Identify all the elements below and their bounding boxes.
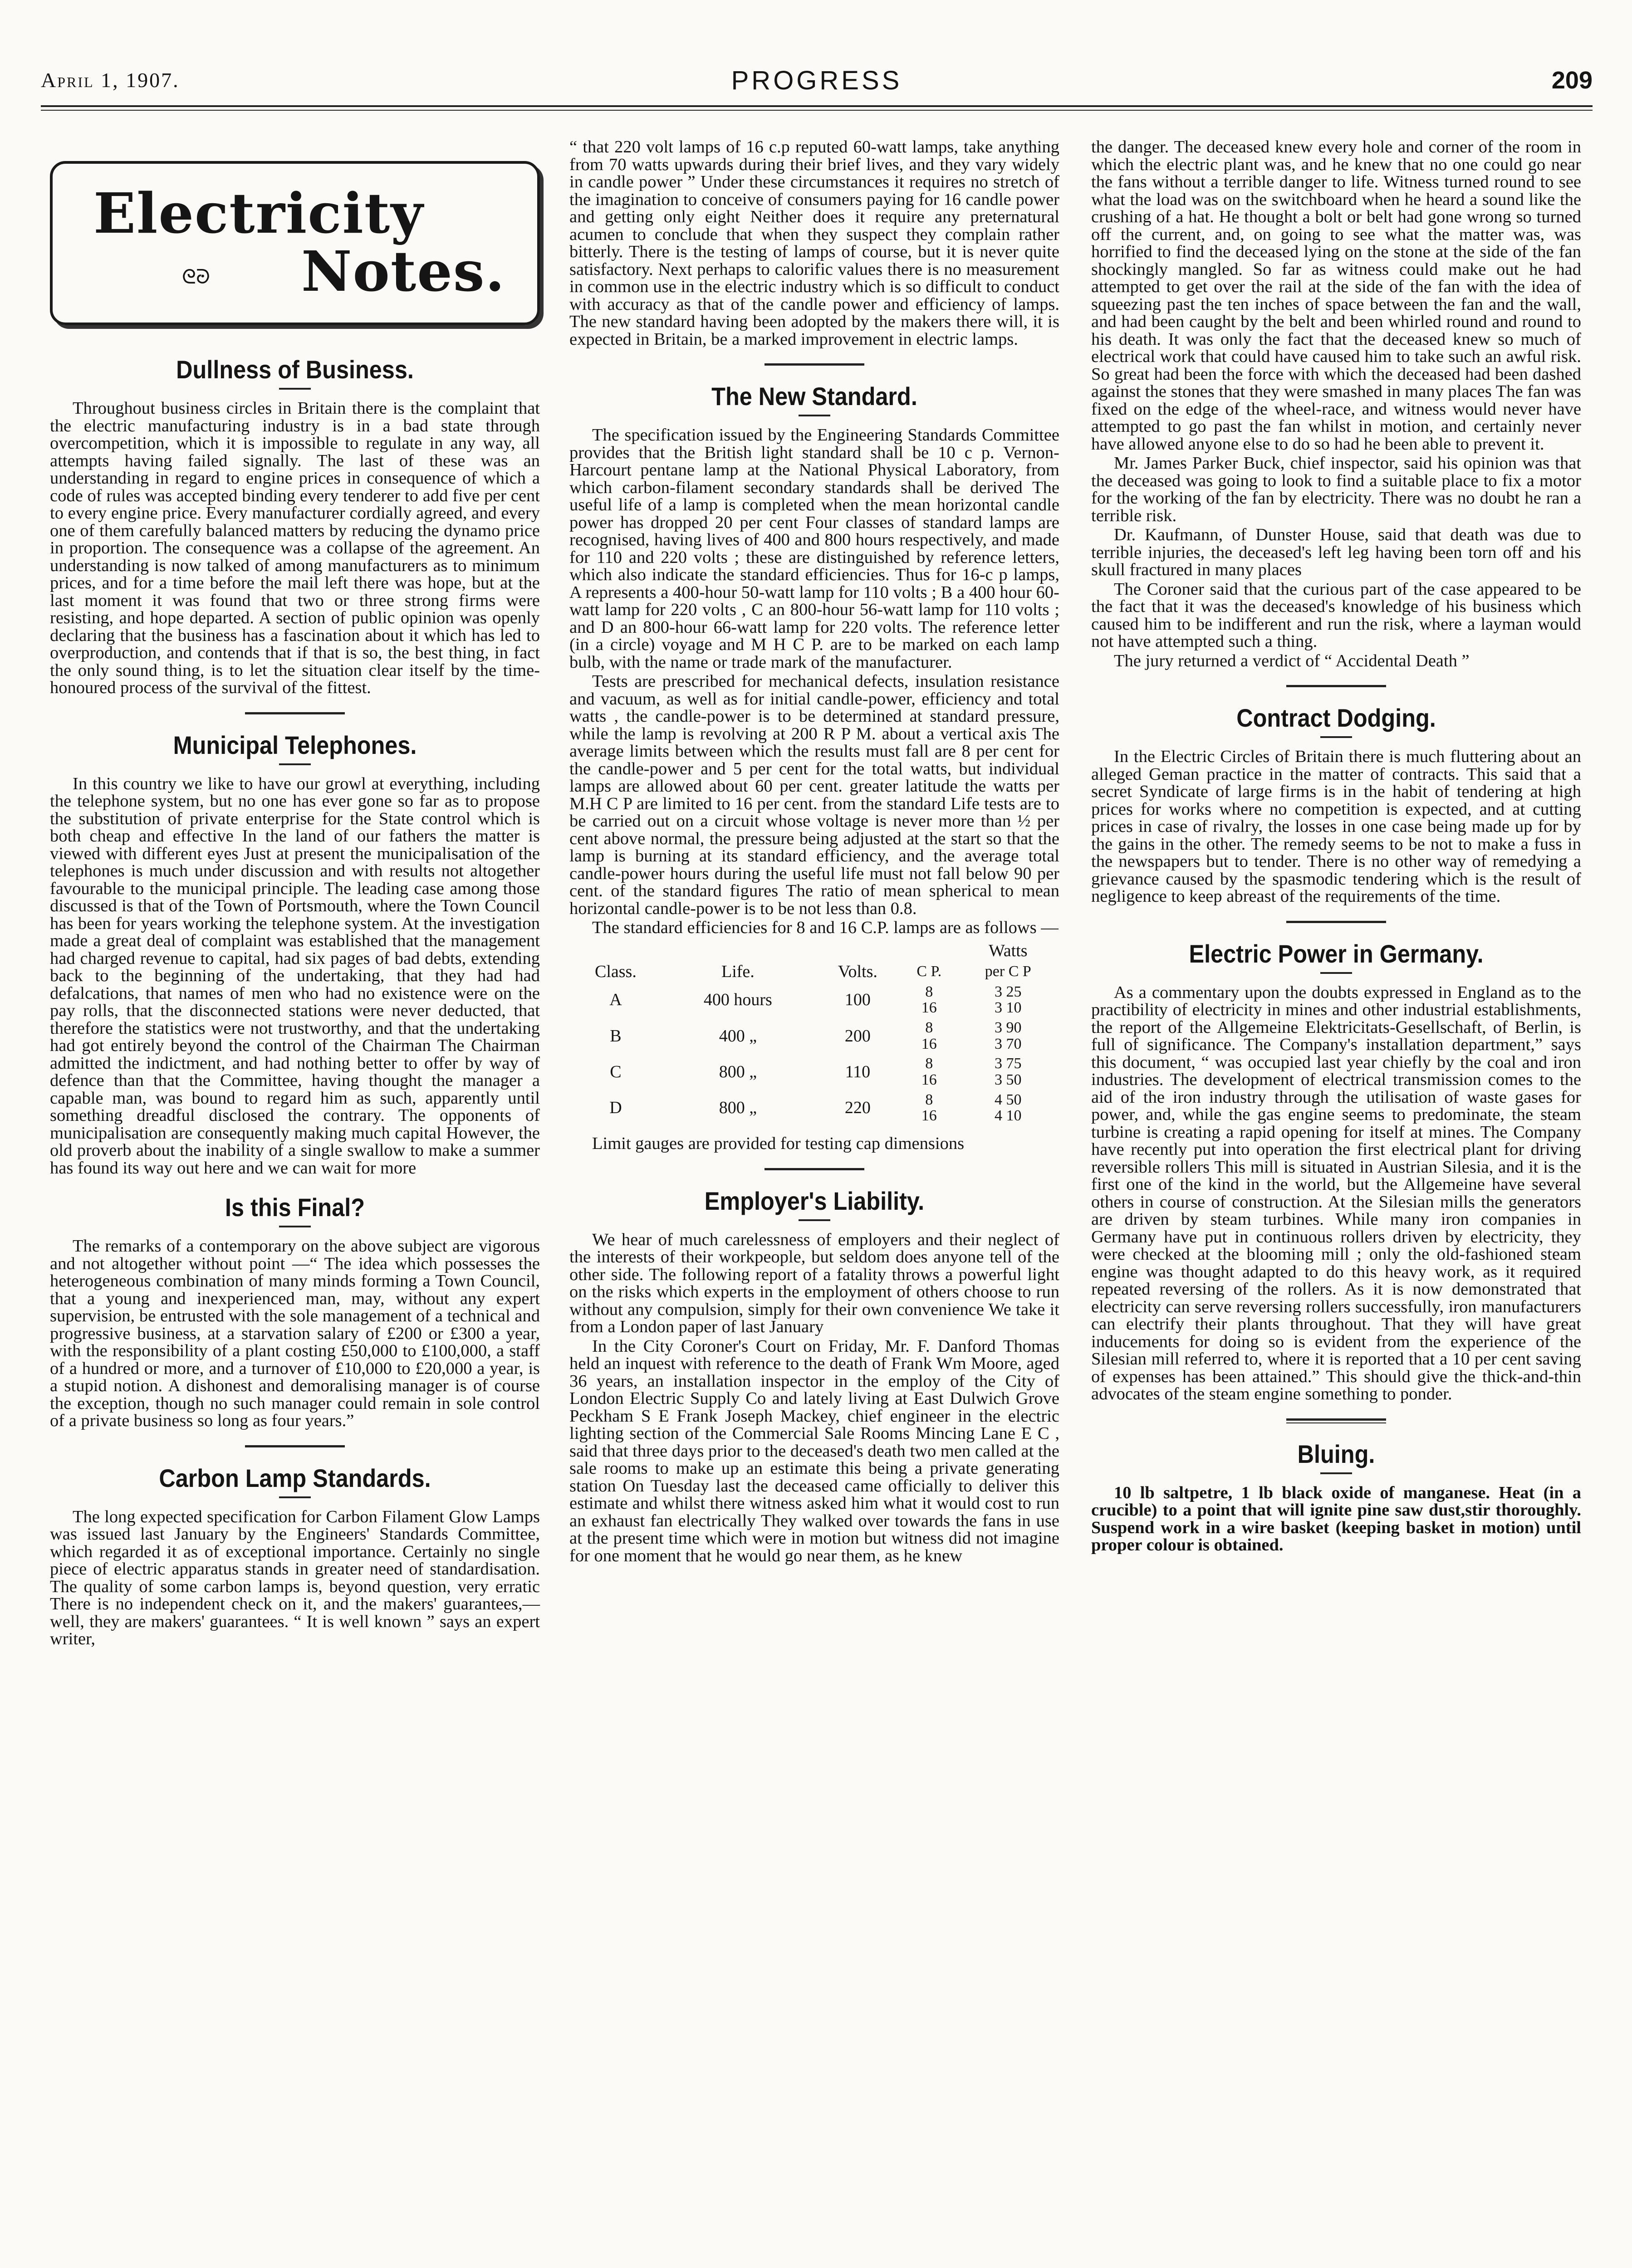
section-divider [245,1445,345,1447]
table-row [569,1054,1059,1090]
heading-carbon: Carbon Lamp Standards. [159,1463,431,1492]
dash-divider [279,1226,311,1227]
section-divider [765,363,864,366]
header-rule [41,105,1593,107]
dash-divider [279,1496,311,1498]
section-divider [245,712,345,714]
paragraph: Dr. Kaufmann, of Dunster House, said that death was due to terrible injuries, the deceased's left leg having been torn off and his skull fractured in many places [1091,525,1581,579]
heading-dullness: Dullness of Business. [176,355,414,384]
heading-municipal: Municipal Telephones. [173,730,417,759]
cp-value: 16 [921,1035,937,1052]
table-cell-class: D [609,1098,622,1118]
cp-value: 8 [925,983,933,1000]
cp-value: 8 [925,1091,933,1108]
table-header-volts: Volts. [838,962,877,981]
paragraph: Mr. James Parker Buck, chief inspector, said his opinion was that the deceased was going to look to find a suitable place to fix a motor for the working of the fan by electricity. There was no doubt he ran a terrible risk. [1091,454,1581,525]
paragraph: Throughout business circles in Britain there is the complaint that the electric manufacturing industry is in a bad state through overcompetition, which it is impossible to regulate in any way, all attempts having failed signally. The last of these was an understanding in regard to engine prices in consequence of which a code of rules was accepted binding every tenderer to add five per cent to every engine price. Every manufacturer cordially agreed, and every one of them carefully balanced matters by reducing the dynamo price in proportion. The consequence was a collapse of the agreement. An understanding is now talked of among manufacturers as to minimum prices, and for a time before the mail left there was hope, but at the last moment it was found that two or three strong firms were resisting, and hope departed. A section of public opinion was openly declaring that the business has a fascination about it which has led to overproduction, and contends that if that is so, the best thing, in fact the only sound thing, is to let the situation clear itself by the time-honoured process of the survival of the fittest. [50,399,540,697]
paragraph: The specification issued by the Engineering Standards Committee provides that the British light standard shall be 10 c p. Vernon-Harcourt pentane lamp at the National Physical Laboratory, from which carbon-filament secondary standards shall be derived The useful life of a lamp is completed when the mean horizontal candle power has dropped 20 per cent Four classes of standard lamps are recognised, having lives of 400 and 800 hours respectively, and made for 110 and 220 volts ; these are distinguished by reference letters, which also indicate the standard efficiencies. Thus for 16-c p lamps, A represents a 400-hour 50-watt lamp for 110 volts ; B a 400 hour 60-watt lamp for 220 volts , C an 800-hour 56-watt lamp for 110 volts ; and D an 800-hour 66-watt lamp for 220 volts. The reference letter (in a circle) voyage and M H C P. are to be marked on each lamp bulb, with the name or trade mark of the manufacturer. [569,425,1059,672]
table-cell-cp [902,982,957,1018]
watts-value: 3 90 [995,1019,1022,1036]
watts-value: 3 10 [995,999,1022,1017]
watts-value: 4 50 [995,1091,1022,1108]
table-row [569,1018,1059,1054]
page-number: 209 [1551,67,1593,94]
heading-contract: Contract Dodging. [1236,704,1436,732]
table-header-class: Class. [595,962,637,981]
paragraph: In the Electric Circles of Britain there is much fluttering about an alleged Geman practice in the matter of contracts. This said that a secret Syndicate of large firms is in the habit of tendering at high prices for works where no competition is expected, and at cutting prices in case of rivalry, the losses in one case being made up for by the gains in the other. The remedy seems to be not to make a fuss in the newspapers but to tender. There is no other way of remedying a grievance caused by the spasmodic tendering which is the result of negligence to keep abreast of the requirements of the time. [1091,747,1581,906]
table-cell-life: 400 „ [719,1026,757,1046]
paragraph: In this country we like to have our growl at everything, including the telephone system, but no one has ever gone so far as to propose the substitution of private enterprise for the State control which is both cheap and effective In the land of our fathers the matter is viewed with different eyes Just at present the municipalisation of the telephones is much under discussion and with results not altogether favourable to the municipal principle. The leading case among those discussed is that of the Town of Portsmouth, where the Town Council has been for years working the telephone system. At the investigation made a great deal of complaint was established that the management had charged revenue to capital, had six pages of bad debts, extending back to the beginning of the undertaking, that they had had defalcations, that names of men who had no existence were on the pay rolls, that the disconnected stations were never deducted, that therefore the statistics were not trustworthy, and that the undertaking had got entirely beyond the control of the Chairman The Chairman admitted the indictment, and had nothing better to offer by way of defence than that the Committee, having thought the manager a capable man, was bound to regard him as such, apparently until something dreadful disclosed the contrary. The opponents of municipalisation are consequently making much capital However, the old proverb about the inability of a single swallow to make a summer has found its way out here and we can wait for more [50,774,540,1178]
heading-germany: Electric Power in Germany. [1189,939,1484,968]
masthead-line-2: Notes. [301,239,505,304]
table-cell-volts: 110 [845,1062,871,1081]
paragraph: In the City Coroner's Court on Friday, Mr. F. Danford Thomas held an inquest with reference to the death of Frank Wm Moore, aged 36 years, an installation inspector in the employ of the City of London Electric Supply Co and lately living at East Dulwich Grove Peckham S E Frank Joseph Mackey, chief engineer in the electric lighting section of the Commercial Sale Rooms Mincing Lane E C , said that three days prior to the deceased's death two men called at the sale rooms to make up an estimate this being a private generating station On Tuesday last the deceased came officially to deliver this estimate and whilst there witness asked him what it would cost to run an exhaust fan electrically They walked over towards the fans in use at the present time which were in motion but witness did not imagine for one moment that he would go near them, as he knew [569,1336,1059,1565]
dash-divider [1320,736,1352,738]
table-cell-volts: 220 [844,1098,871,1118]
paragraph: Tests are prescribed for mechanical defects, insulation resistance and vacuum, as well as for initial candle-power, efficiency and total watts , the candle-power is to be determined at standard pressure, while the lamp is revolving at 200 R P M. about a vertical axis The average limits between which the results must fall are 8 per cent for the candle-power and 5 per cent for the total watts, but individual lamps are allowed about 60 per cent. greater latitude the watts per M.H C P are limited to 16 per cent. from the standard Life tests are to be carried out on a circuit whose voltage is never more than ½ per cent above normal, the pressure being adjusted at the start so that the lamp is burning at its standard efficiency, and the average total candle-power hours during the useful life must not fall below 90 per cent. of the standard figures The ratio of mean spherical to mean horizontal candle-power is to be not less than 0.8. [569,672,1059,918]
watts-value: 3 75 [995,1055,1022,1072]
header-rule-thin [41,110,1593,111]
section-divider [1286,921,1386,923]
paragraph: Limit gauges are provided for testing cap dimensions [592,1134,965,1153]
table-row [569,1090,1059,1126]
dash-divider [799,1219,830,1221]
table-cell-life: 400 hours [703,990,772,1010]
cp-value: 16 [921,1071,937,1088]
watts-value: 4 10 [995,1107,1022,1124]
heading-employers: Employer's Liability. [704,1186,925,1215]
watts-value: 3 70 [995,1035,1022,1052]
dash-divider [1320,972,1352,974]
column-2 [569,138,1059,1566]
table-cell-life: 800 „ [719,1062,757,1081]
heading-bluing: Bluing. [1297,1439,1375,1468]
section-masthead [50,161,540,325]
watts-value: 3 25 [995,983,1022,1000]
section-divider [765,1168,864,1170]
paragraph: The Coroner said that the curious part of the case appeared to be the fact that it was the deceased's knowledge of his business which caused him to be indifferent and run the risk, where a layman would not have attempted such a thing. [1091,579,1581,651]
table-cell-life: 800 „ [719,1098,757,1118]
watts-value: 3 50 [995,1071,1022,1088]
table-cell-class: C [610,1062,622,1081]
dash-divider [1320,1472,1352,1474]
table-header-per-cp: per C P [985,963,1031,980]
table-cell-cp [902,1054,957,1090]
paragraph: “ that 220 volt lamps of 16 c.p reputed 60-watt lamps, take anything from 70 watts upwards during their brief lives, and they vary widely in candle power ” Under these circumstances it requires no stretch of the imagination to conceive of consumers paying for 16 candle power and getting only eight Neither does it require any preternatural acumen to conclude that when they suspect they complain rather bitterly. There is the testing of lamps of course, but it is never quite satisfactory. Next perhaps to calorific values there is no measurement in common use in the electric industry which is so difficult to conduct with accuracy as that of the candle power and efficiency of lamps. The new standard having been adopted by the makers there will, it is expected in Britain, be a marked improvement in electric lamps. [569,137,1059,349]
table-cell-watts [957,982,1059,1018]
column-1 [50,138,540,1650]
paragraph: The remarks of a contemporary on the above subject are vigorous and not altogether without point —“ The idea which possesses the heterogeneous combination of many minds forming a Town Council, that a young and inexperienced man, may, without any expert supervision, be entrusted with the sole management of a technical and progressive business, at a starvation salary of £200 or £300 a year, with the responsibility of a plant costing £50,000 to £100,000, a staff of a hundred or more, and a turnover of £10,000 to £20,000 a year, is a stupid notion. A dishonest and demoralising manager is of course the exception, though no such manager could remain in sole control of a private business so long as four years.” [50,1237,540,1430]
page-header [41,68,1593,100]
publication-title: PROGRESS [731,66,902,95]
dash-divider [279,763,311,765]
table-cell-class: A [609,990,622,1010]
issue-date: April 1, 1907. [41,68,180,92]
table-cell-watts [957,1054,1059,1090]
cp-value: 8 [925,1055,933,1072]
section-divider [1286,685,1386,687]
efficiency-table [569,940,1059,1126]
paragraph: 10 lb saltpetre, 1 lb black oxide of manganese. Heat (in a crucible) to a point that will ignite pine saw dust,stir thoroughly. Suspend work in a wire basket (keeping basket in motion) until proper colour is obtained. [1091,1483,1581,1554]
table-cell-class: B [610,1026,622,1046]
masthead-line-1: Electricity [93,181,424,246]
table-cell-volts: 200 [844,1026,871,1046]
paragraph: We hear of much carelessness of employers and their neglect of the interests of their workpeople, but seldom does anyone tell of the other side. The following report of a fatality throws a powerful light on the risks which experts in the employment of others choose to run without any compulsion, simply for their own convenience We take it from a London paper of last January [569,1230,1059,1336]
table-cell-cp [902,1018,957,1054]
table-cell-cp [902,1090,957,1126]
paragraph: As a commentary upon the doubts expressed in England as to the practibility of electricity in mines and other industrial establishments, the report of the Allgemeine Elektricitats-Gesellschaft, of Berlin, is full of significance. The Company's installation department,” says this document, “ was occupied last year chiefly by the coal and iron industries. The development of electrical transmission comes to the aid of the iron industry through the utilisation of waste gases for power, and, while the gas engine seems to predominate, the steam turbine is creating a rapid opening for itself at mines. The Company have recently put into operation the first electrical plant for driving reversible rollers This mill is situated in Austrian Silesia, and it is the first one of the kind in the world, but the Allgemeine have several others in course of construction. At the Silesian mills the generators are driven by steam turbines. While many iron companies in Germany have put in continuous rollers driven by electricity, they were checked at the blooming mill ; only the old-fashioned steam engine was thought adapted to do this heavy work, as it required repeated reversing of the rollers. As it is now demonstrated that electricity can serve reversing rollers successfully, iron manufacturers can electrify their plants throughout. That they will have great inducements for doing so is evident from the experience of the Silesian mill referred to, where it is reported that a 10 per cent saving of expenses has been attained.” This should give the thick-and-thin advocates of the steam engine something to ponder. [1091,982,1581,1403]
dash-divider [279,388,311,390]
table-cell-volts: 100 [844,990,871,1010]
table-header-row [569,940,1059,961]
cp-value: 8 [925,1019,933,1036]
column-3 [1091,138,1581,1556]
table-header-life: Life. [721,962,755,981]
table-cell-watts [957,1090,1059,1126]
table-header-watts: Watts [988,941,1028,960]
cp-value: 16 [921,1107,937,1124]
ornament-icon: ᘓᘒ [182,266,210,288]
table-row [569,982,1059,1018]
table-cell-watts [957,1018,1059,1054]
table-header-row [569,961,1059,982]
paragraph: The standard efficiencies for 8 and 16 C.P. lamps are as follows — [592,918,1059,937]
paragraph: the danger. The deceased knew every hole and corner of the room in which the electric plant was, and he knew that no one could go near the fans without a terrible danger to life. Witness turned round to see what the load was on the switchboard when he heard a sound like the crushing of a hat. He thought a bolt or belt had gone wrong so turned off the current, and, on going to see what the matter was, was horrified to find the deceased lying on the stone at the side of the fan shockingly mangled. So far as witness could make out he had attempted to get over the rail at the side of the fan with the idea of squeezing past the ten inches of space between the fan and the wall, and had been caught by the belt and been whirled round and round to his death. It was only the fact that the deceased knew so much of electrical work that could have caused him to take such an awful risk. So great had been the force with which the deceased had been dashed against the stones that they were smashed in many places The fan was fixed on the edge of the wheel-race, and witness would never have attempted to go past the fan whilst in motion, and certainly never have allowed anyone else to do so had he been able to prevent it. [1091,137,1581,454]
cp-value: 16 [921,999,937,1017]
section-divider [1286,1418,1386,1423]
heading-final: Is this Final? [225,1193,365,1222]
paragraph: The long expected specification for Carbon Filament Glow Lamps was issued last January by the Engineers' Standards Committee, which regarded it as of exceptional importance. Certainly no single piece of electric apparatus stands in greater need of standardisation. The quality of some carbon lamps is, beyond question, very erratic There is no independent check on it, and the makers' guarantees,—well, they are makers' guarantees. “ It is well known ” says an expert writer, [50,1507,540,1648]
table-header-cp: C P. [916,963,942,980]
paragraph: The jury returned a verdict of “ Accidental Death ” [1114,651,1470,670]
heading-new-standard: The New Standard. [711,382,917,411]
dash-divider [799,415,830,416]
